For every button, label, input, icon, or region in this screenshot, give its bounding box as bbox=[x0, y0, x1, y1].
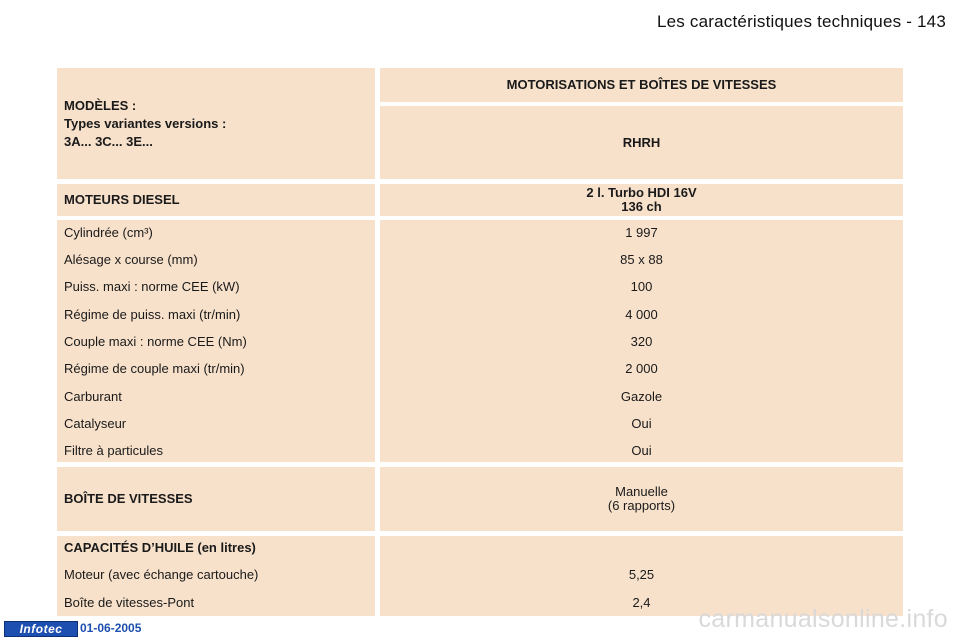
spec-value: Oui bbox=[631, 416, 652, 431]
engine-line-1: 2 l. Turbo HDI 16V bbox=[586, 185, 697, 200]
model-code-cell bbox=[380, 106, 903, 179]
oil-value: 2,4 bbox=[632, 595, 651, 610]
gearbox-label-cell bbox=[57, 467, 375, 531]
models-label-line: MODÈLES : bbox=[64, 97, 137, 113]
diesel-label-cell bbox=[57, 184, 375, 216]
oil-label-cell bbox=[57, 536, 375, 616]
spec-value: 2 000 bbox=[625, 361, 658, 376]
models-label-line: Types variantes versions : bbox=[64, 115, 227, 131]
oil-value: 5,25 bbox=[628, 567, 655, 582]
gearbox-value-line-2: (6 rapports) bbox=[607, 498, 676, 513]
page-title: Les caractéristiques techniques - 143 bbox=[656, 12, 946, 31]
gearbox-value-cell bbox=[380, 467, 903, 531]
spec-label: Puiss. maxi : norme CEE (kW) bbox=[64, 279, 240, 294]
spec-value: Gazole bbox=[620, 389, 663, 404]
specs-value-cell bbox=[380, 220, 903, 462]
group-title: MOTORISATIONS ET BOÎTES DE VITESSES bbox=[506, 77, 777, 92]
spec-label: Cylindrée (cm³) bbox=[64, 225, 153, 240]
spec-label: Régime de couple maxi (tr/min) bbox=[64, 361, 245, 376]
gearbox-value-line-1: Manuelle bbox=[615, 484, 668, 499]
engine-line-2: 136 ch bbox=[621, 199, 662, 214]
diesel-label: MOTEURS DIESEL bbox=[64, 192, 180, 207]
diesel-engine-cell bbox=[380, 184, 903, 216]
infotec-badge: Infotec bbox=[4, 621, 78, 637]
watermark: carmanualsonline.info bbox=[698, 605, 948, 633]
spec-label: Carburant bbox=[64, 389, 122, 404]
oil-label: Boîte de vitesses-Pont bbox=[64, 595, 195, 610]
spec-value: 320 bbox=[630, 334, 653, 349]
spec-value: 85 x 88 bbox=[620, 252, 663, 267]
oil-title: CAPACITÉS D’HUILE (en litres) bbox=[64, 540, 256, 555]
spec-value: 100 bbox=[630, 279, 653, 294]
models-label-cell bbox=[57, 68, 375, 179]
footer-date: 01-06-2005 bbox=[80, 621, 142, 635]
spec-label: Catalyseur bbox=[64, 416, 127, 431]
spec-value: Oui bbox=[631, 443, 652, 458]
spec-value: 1 997 bbox=[625, 225, 658, 240]
spec-label: Filtre à particules bbox=[64, 443, 163, 458]
gearbox-label: BOÎTE DE VITESSES bbox=[64, 491, 193, 506]
spec-label: Alésage x course (mm) bbox=[64, 252, 198, 267]
model-code: RHRH bbox=[622, 134, 661, 150]
models-label-line: 3A... 3C... 3E... bbox=[64, 133, 153, 149]
oil-label: Moteur (avec échange cartouche) bbox=[64, 567, 259, 582]
group-title-cell bbox=[380, 68, 903, 102]
spec-label: Couple maxi : norme CEE (Nm) bbox=[64, 334, 247, 349]
spec-value: 4 000 bbox=[625, 307, 658, 322]
spec-label: Régime de puiss. maxi (tr/min) bbox=[64, 307, 241, 322]
specs-label-cell bbox=[57, 220, 375, 462]
